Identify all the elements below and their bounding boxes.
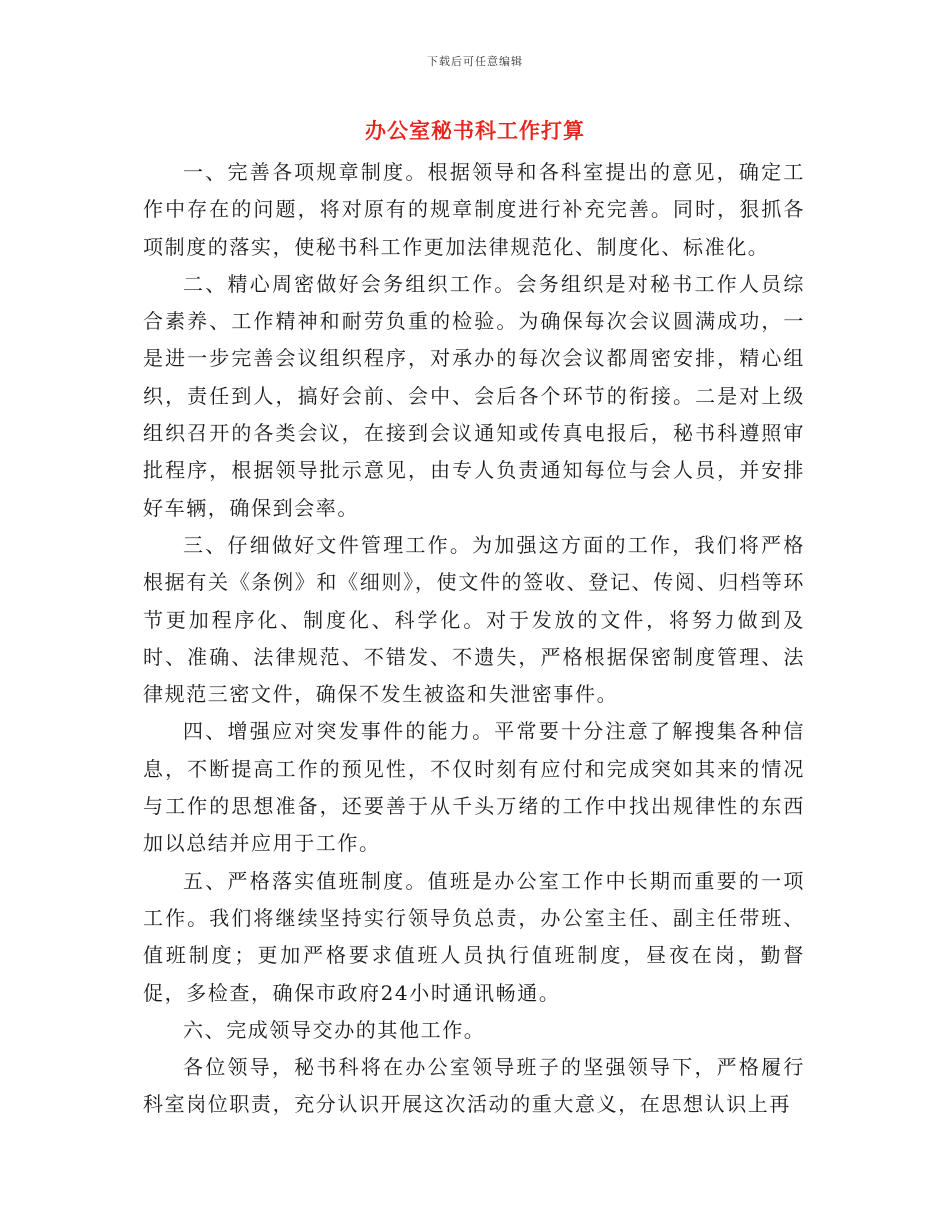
header-note: 下载后可任意编辑 [427,55,523,68]
paragraph-1: 一、完善各项规章制度。根据领导和各科室提出的意见，确定工作中存在的问题，将对原有的规章制度进行补充完善。同时，狠抓各项制度的落实，使秘书科工作更加法律规范化、制度化、标准化。 [143,160,805,259]
paragraph-4: 四、增强应对突发事件的能力。平常要十分注意了解搜集各种信息，不断提高工作的预见性，不仅时刻有应付和完成突如其来的情况与工作的思想准备，还要善于从千头万绪的工作中找出规律性的东西加以总结并应用于工作。 [143,719,805,856]
paragraph-3: 三、仔细做好文件管理工作。为加强这方面的工作，我们将严格根据有关《条例》和《细则》，使文件的签收、登记、传阅、归档等环节更加程序化、制度化、科学化。对于发放的文件，将努力做到及时、准确、法律规范、不错发、不遗失，严格根据保密制度管理、法律规范三密文件，确保不发生被盗和失泄密事件。 [143,532,805,707]
paragraph-7: 各位领导，秘书科将在办公室领导班子的坚强领导下，严格履行科室岗位职责，充分认识开展这次活动的重大意义，在思想认识上再 [143,1055,805,1117]
document-body [143,154,805,1124]
paragraph-5: 五、严格落实值班制度。值班是办公室工作中长期而重要的一项工作。我们将继续坚持实行领导负总责，办公室主任、副主任带班、值班制度；更加严格要求值班人员执行值班制度，昼夜在岗，勤督促，多检查，确保市政府24小时通讯畅通。 [143,868,805,1005]
paragraph-2: 二、精心周密做好会务组织工作。会务组织是对秘书工作人员综合素养、工作精神和耐劳负重的检验。为确保每次会议圆满成功，一是进一步完善会议组织程序，对承办的每次会议都周密安排，精心组织，责任到人，搞好会前、会中、会后各个环节的衔接。二是对上级组织召开的各类会议，在接到会议通知或传真电报后，秘书科遵照审批程序，根据领导批示意见，由专人负责通知每位与会人员，并安排好车辆，确保到会率。 [143,271,805,520]
document-title: 办公室秘书科工作打算 [365,118,585,143]
paragraph-6: 六、完成领导交办的其他工作。 [183,1017,486,1042]
